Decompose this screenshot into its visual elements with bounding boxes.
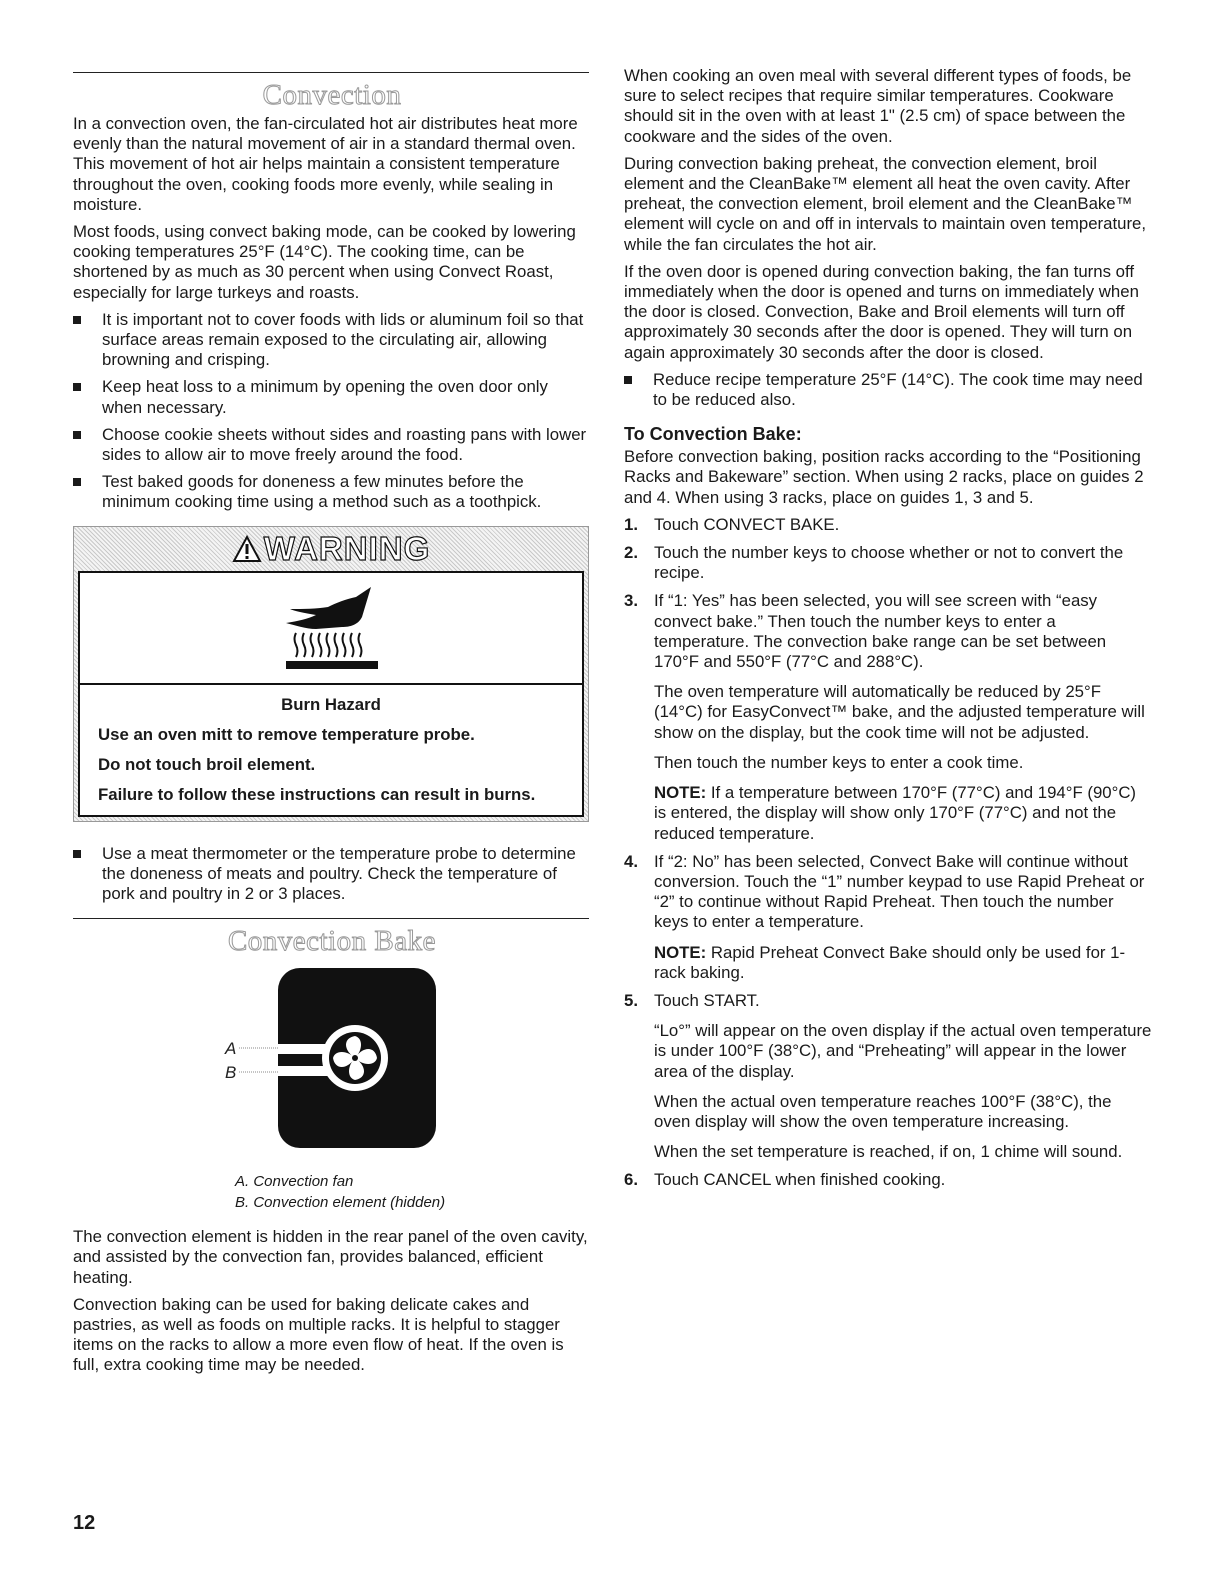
left-column	[73, 72, 591, 1383]
section-title-convection-bake: Convection Bake	[227, 925, 437, 958]
list-item: Keep heat loss to a minimum by opening the oven door only when necessary.	[73, 377, 591, 417]
step-item	[624, 1170, 1152, 1190]
step-item	[624, 515, 1152, 535]
step-item	[624, 543, 1152, 583]
list-item: It is important not to cover foods with lids or aluminum foil so that surface areas remain exposed to the circulating air, allowing browning and crisping.	[73, 310, 591, 371]
paragraph: Most foods, using convect baking mode, can be cooked by lowering cooking temperatures 25°F (14°C). The cooking time, can be shortened by as much as 30 percent when using Convect Roast, especially for large turkeys and roasts.	[73, 222, 576, 302]
warning-line: Do not touch broil element.	[98, 754, 316, 774]
note-text: Rapid Preheat Convect Bake should only be used for 1-rack baking.	[654, 942, 1126, 982]
warning-triangle-icon	[232, 535, 262, 563]
note-label: NOTE:	[654, 942, 707, 962]
section-divider	[73, 72, 589, 73]
paragraph: The convection element is hidden in the rear panel of the oven cavity, and assisted by the convection fan, provides balanced, efficient heating.	[73, 1227, 588, 1287]
warning-line: Failure to follow these instructions can result in burns.	[98, 784, 536, 804]
hazard-title: Burn Hazard	[281, 694, 381, 714]
bullet-list	[624, 370, 1152, 410]
figure-caption: A. Convection fan	[235, 1173, 354, 1191]
step-number: 3.	[624, 591, 638, 611]
page-number: 12	[73, 1512, 96, 1534]
step-number: 1.	[624, 514, 638, 534]
paragraph: During convection baking preheat, the convection element, broil element and the CleanBake™ element all heat the oven cavity. After preheat, the convection element, broil element and the CleanBake™ element will cycle on and off in intervals to maintain oven temperature, while the fan circulates the hot air.	[624, 153, 1147, 254]
step-text: Touch the number keys to choose whether or not to convert the recipe.	[654, 543, 1124, 583]
convection-fan-diagram	[73, 958, 589, 1158]
convection-fan-figure	[73, 972, 589, 1172]
step-subtext: “Lo°” will appear on the oven display if the actual oven temperature is under 100°F (38°C), and “Preheating” will appear in the lower area of the display.	[654, 1021, 1152, 1081]
step-item	[624, 991, 1152, 1162]
list-item: Reduce recipe temperature 25°F (14°C). The cook time may need to be reduced also.	[624, 370, 1152, 410]
label-a: A	[225, 1039, 237, 1059]
warning-label: WARNING	[263, 529, 431, 567]
warning-box	[73, 526, 589, 822]
note-text: If a temperature between 170°F (77°C) and 194°F (90°C) is entered, the display will show only 170°F (77°C) and not the reduced temperature.	[654, 783, 1137, 843]
step-text: If “1: Yes” has been selected, you will see screen with “easy convect bake.” Then touch the number keys to enter a temperature. The convection bake range can be set between 170°F and 550°F (77°C and 288°C).	[654, 591, 1107, 672]
note-label: NOTE:	[654, 783, 707, 803]
burn-hazard-icon	[276, 583, 386, 673]
step-number: 5.	[624, 990, 638, 1010]
list-item: Choose cookie sheets without sides and roasting pans with lower sides to allow air to move freely around the food.	[73, 425, 591, 465]
step-text: If “2: No” has been selected, Convect Bake will continue without conversion. Touch the “1” number keypad to use Rapid Preheat or “2” to continue without Rapid Preheat. Then touch the number keys to enter a temperature.	[654, 851, 1145, 932]
paragraph: Convection baking can be used for baking delicate cakes and pastries, as well as foods on multiple racks. It is helpful to stagger items on the racks to allow a more even flow of heat. If the oven is full, extra cooking time may be needed.	[73, 1294, 564, 1375]
step-subtext: When the actual oven temperature reaches 100°F (38°C), the oven display will show the oven temperature increasing.	[654, 1091, 1112, 1131]
step-text: Touch CANCEL when finished cooking.	[654, 1170, 946, 1190]
step-note	[654, 783, 1152, 844]
paragraph: If the oven door is opened during convection baking, the fan turns off immediately when the door is opened and turns on immediately when the door is closed. Convection, Bake and Broil elements will turn off approximately 30 seconds after the door is opened. They will turn on again approximately 30 seconds after the door is closed.	[624, 261, 1139, 362]
subheading: To Convection Bake:	[624, 424, 802, 445]
step-item	[624, 591, 1152, 843]
step-subtext: Then touch the number keys to enter a cook time.	[654, 752, 1024, 772]
warning-line: Use an oven mitt to remove temperature probe.	[98, 724, 475, 744]
step-text: Touch CONVECT BAKE.	[654, 514, 840, 534]
step-item	[624, 852, 1152, 983]
step-text: Touch START.	[654, 990, 760, 1010]
step-note	[654, 943, 1152, 983]
steps-list	[624, 515, 1152, 1191]
paragraph: In a convection oven, the fan-circulated hot air distributes heat more evenly than the natural movement of air in a standard thermal oven. This movement of hot air helps maintain a consistent temperature throughout the oven, cooking foods more evenly, while sealing in moisture.	[73, 114, 578, 214]
warning-text-panel	[78, 685, 584, 817]
right-column	[624, 66, 1152, 1199]
warning-icon-panel	[78, 571, 584, 685]
section-title-convection: Convection	[262, 79, 402, 111]
step-number: 6.	[624, 1170, 638, 1190]
paragraph: When cooking an oven meal with several different types of foods, be sure to select recipes that require similar temperatures. Cookware should sit in the oven with at least 1" (2.5 cm) of space between the cookware and the sides of the oven.	[624, 66, 1132, 146]
list-item: Test baked goods for doneness a few minutes before the minimum cooking time using a method such as a toothpick.	[73, 472, 591, 512]
step-subtext: The oven temperature will automatically be reduced by 25°F (14°C) for EasyConvect™ bake, and the adjusted temperature will show on the display, but the cook time will not be adjusted.	[654, 682, 1145, 742]
warning-header	[78, 527, 584, 571]
figure-caption: B. Convection element (hidden)	[235, 1193, 446, 1211]
step-subtext: When the set temperature is reached, if on, 1 chime will sound.	[654, 1142, 1123, 1162]
bullet-list	[73, 844, 591, 905]
step-number: 2.	[624, 543, 638, 563]
bullet-list	[73, 310, 591, 513]
label-b: B	[225, 1063, 237, 1083]
step-number: 4.	[624, 851, 638, 871]
section-divider	[73, 918, 589, 919]
list-item: Use a meat thermometer or the temperature probe to determine the doneness of meats and poultry. Check the temperature of pork and poultry in 2 or 3 places.	[73, 844, 591, 905]
paragraph: Before convection baking, position racks according to the “Positioning Racks and Bakeware” section. When using 2 racks, place on guides 2 and 4. When using 3 racks, place on guides 1, 3 and 5.	[624, 447, 1144, 507]
